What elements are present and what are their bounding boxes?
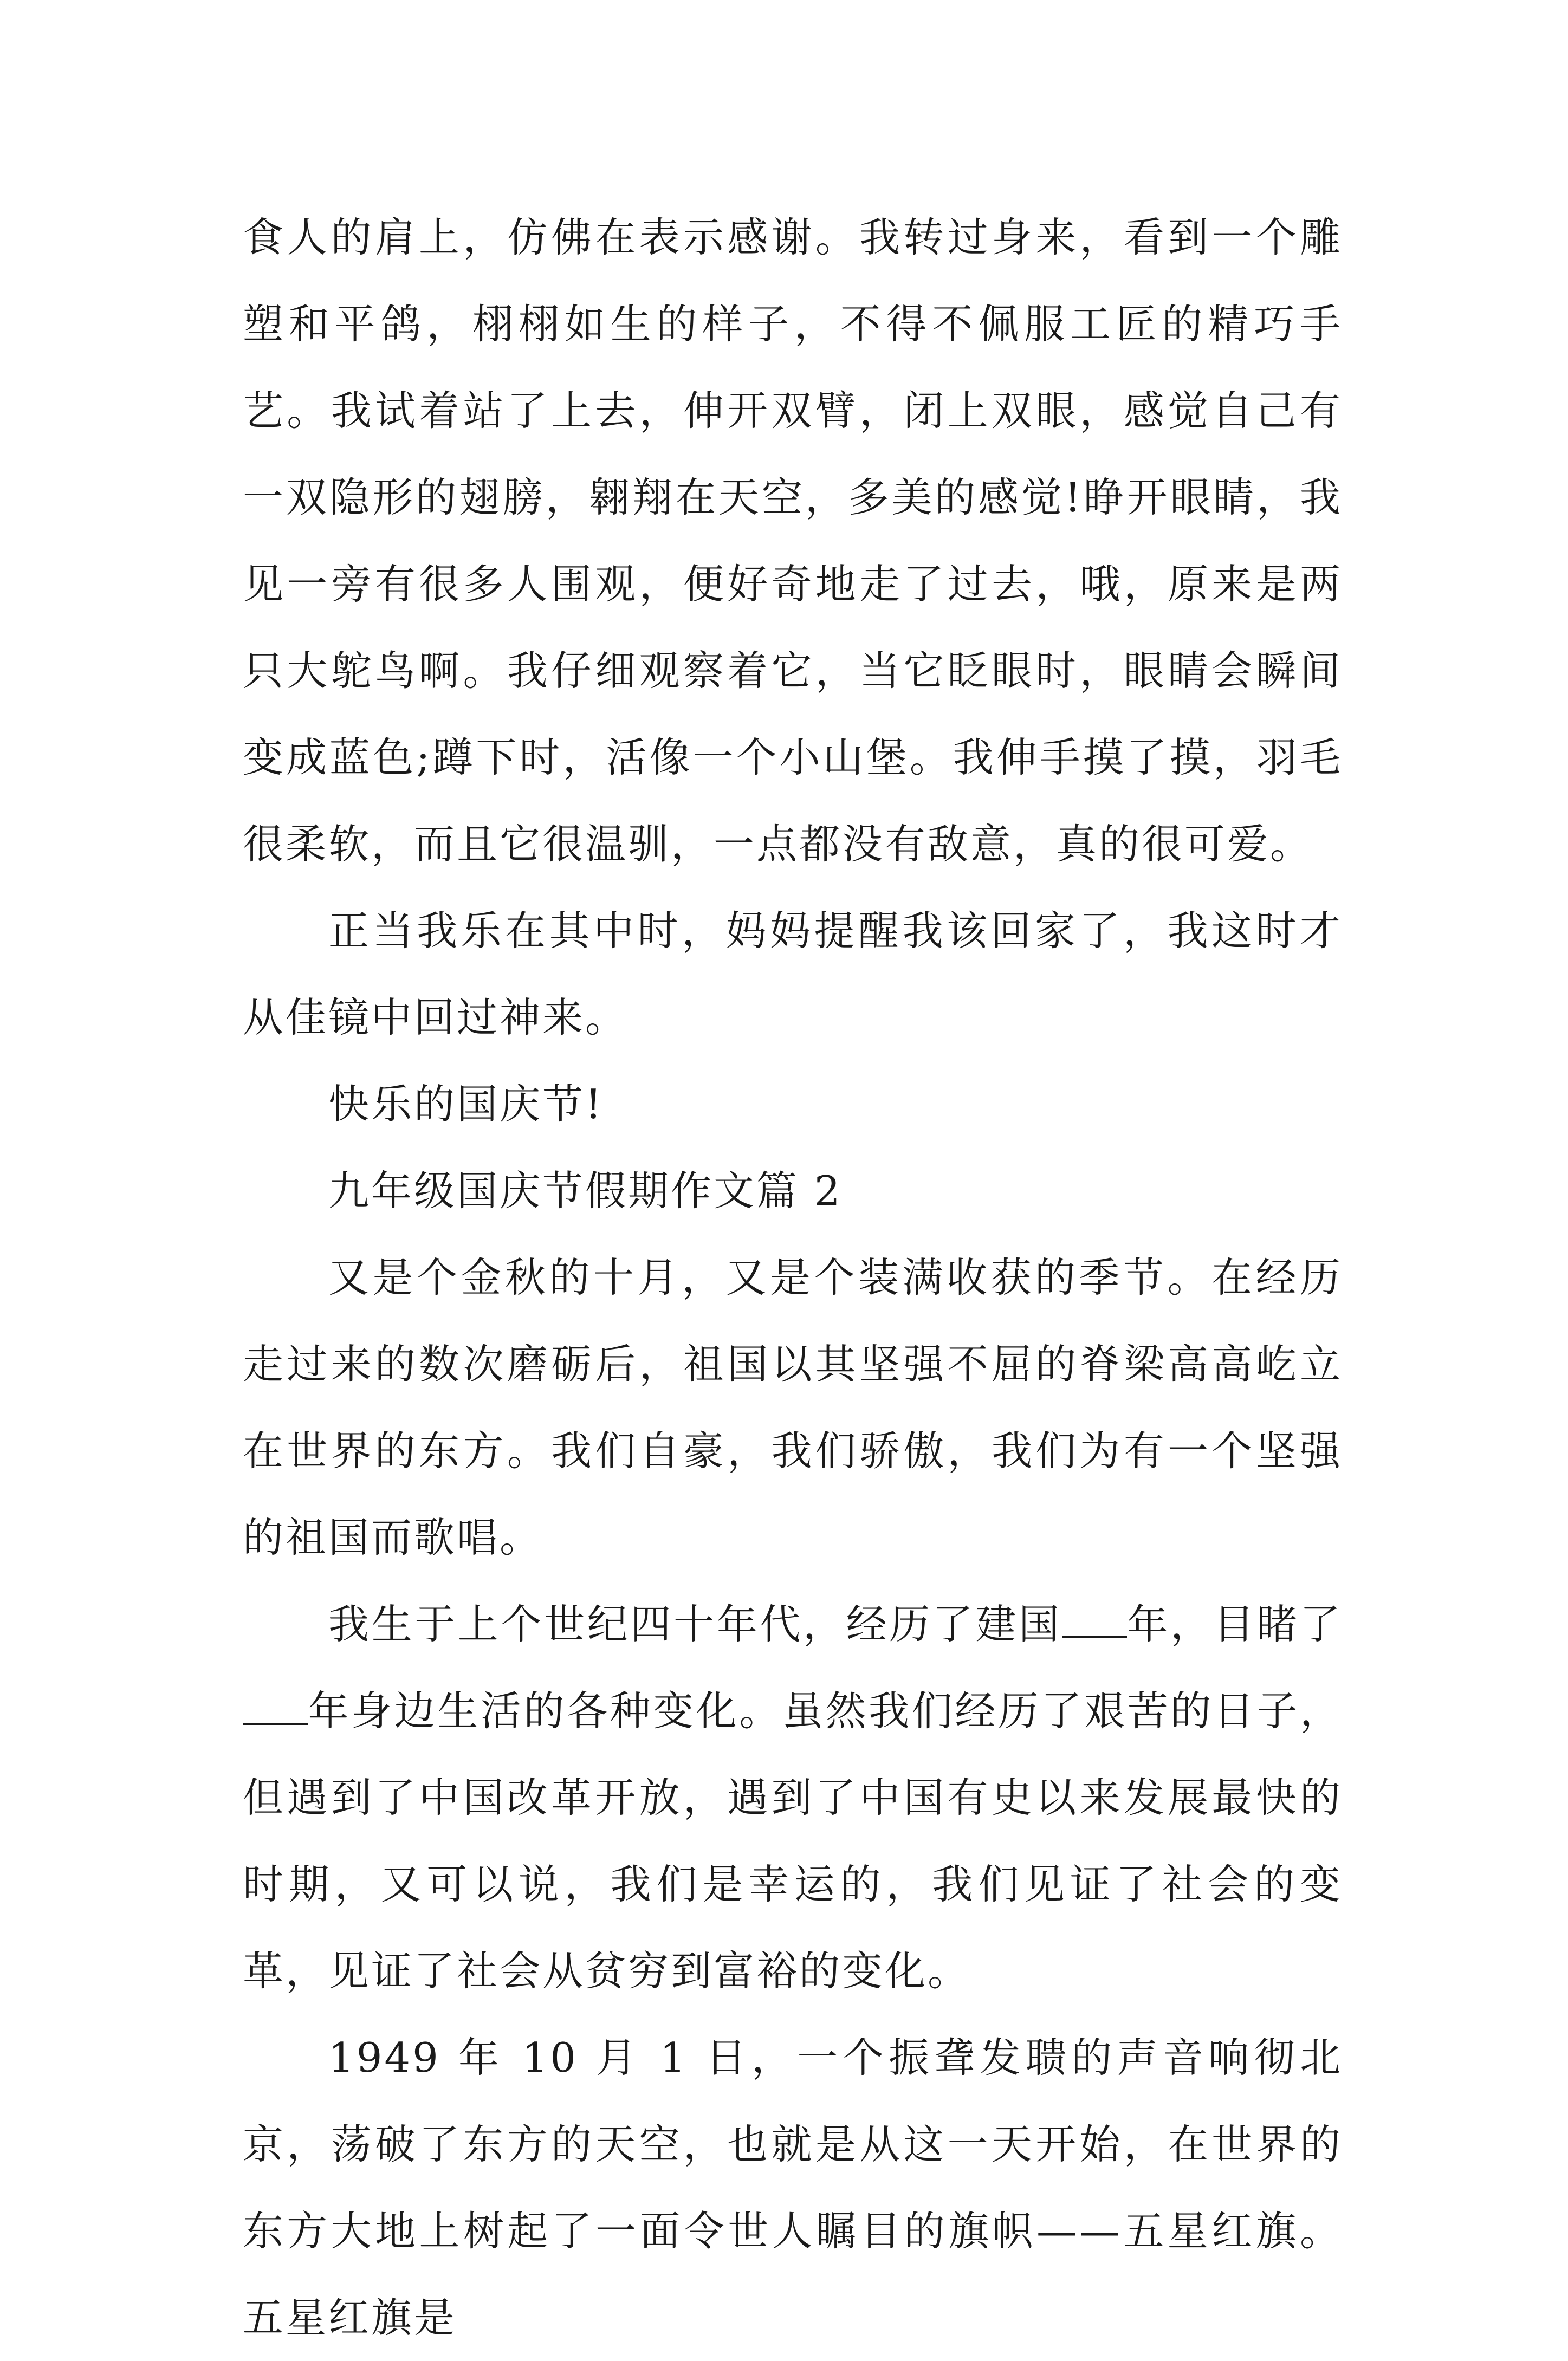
paragraph-golden-october: 又是个金秋的十月，又是个装满收获的季节。在经历走过来的数次磨砺后，祖国以其坚强不屈的脊梁高高屹立在世界的东方。我们自豪，我们骄傲，我们为有一个坚强的祖国而歌唱。	[243, 1254, 1343, 1561]
fill-in-blank	[1062, 1598, 1127, 1638]
paragraph-text-segment: 年，目睹了	[1126, 1600, 1343, 1648]
paragraph-born-in-forties	[243, 1581, 1343, 2014]
essay-heading: 九年级国庆节假期作文篇 2	[328, 1167, 843, 1215]
document-body	[243, 194, 1343, 2361]
paragraph-happy-national-day: 快乐的国庆节!	[328, 1080, 604, 1128]
paragraph-time-to-go-home: 正当我乐在其中时，妈妈提醒我该回家了，我这时才从佳镜中回过神来。	[243, 907, 1343, 1041]
paragraph-text-segment: 我生于上个世纪四十年代，经历了建国	[328, 1600, 1062, 1648]
paragraph-text-segment: 年身边生活的各种变化。虽然我们经历了艰苦的日子，但遇到了中国改革开放，遇到了中国有史以来发展最快的时期，又可以说，我们是幸运的，我们见证了社会的变革，见证了社会从贫穷到富裕的变化。	[243, 1687, 1343, 1995]
paragraph-ostrich-visit: 食人的肩上，仿佛在表示感谢。我转过身来，看到一个雕塑和平鸽，栩栩如生的样子，不得不佩服工匠的精巧手艺。我试着站了上去，伸开双臂，闭上双眼，感觉自己有一双隐形的翅膀，翱翔在天空，多美的感觉!睁开眼睛，我见一旁有很多人围观，便好奇地走了过去，哦，原来是两只大鸵鸟啊。我仔细观察着它，当它眨眼时，眼睛会瞬间变成蓝色;蹲下时，活像一个小山堡。我伸手摸了摸，羽毛很柔软，而且它很温驯，一点都没有敌意，真的很可爱。	[243, 213, 1343, 868]
paragraph-founding-day: 1949 年 10 月 1 日，一个振聋发聩的声音响彻北京，荡破了东方的天空，也就是从这一天开始，在世界的东方大地上树起了一面令世人瞩目的旗帜——五星红旗。五星红旗是	[243, 2034, 1343, 2341]
fill-in-blank	[243, 1685, 308, 1725]
